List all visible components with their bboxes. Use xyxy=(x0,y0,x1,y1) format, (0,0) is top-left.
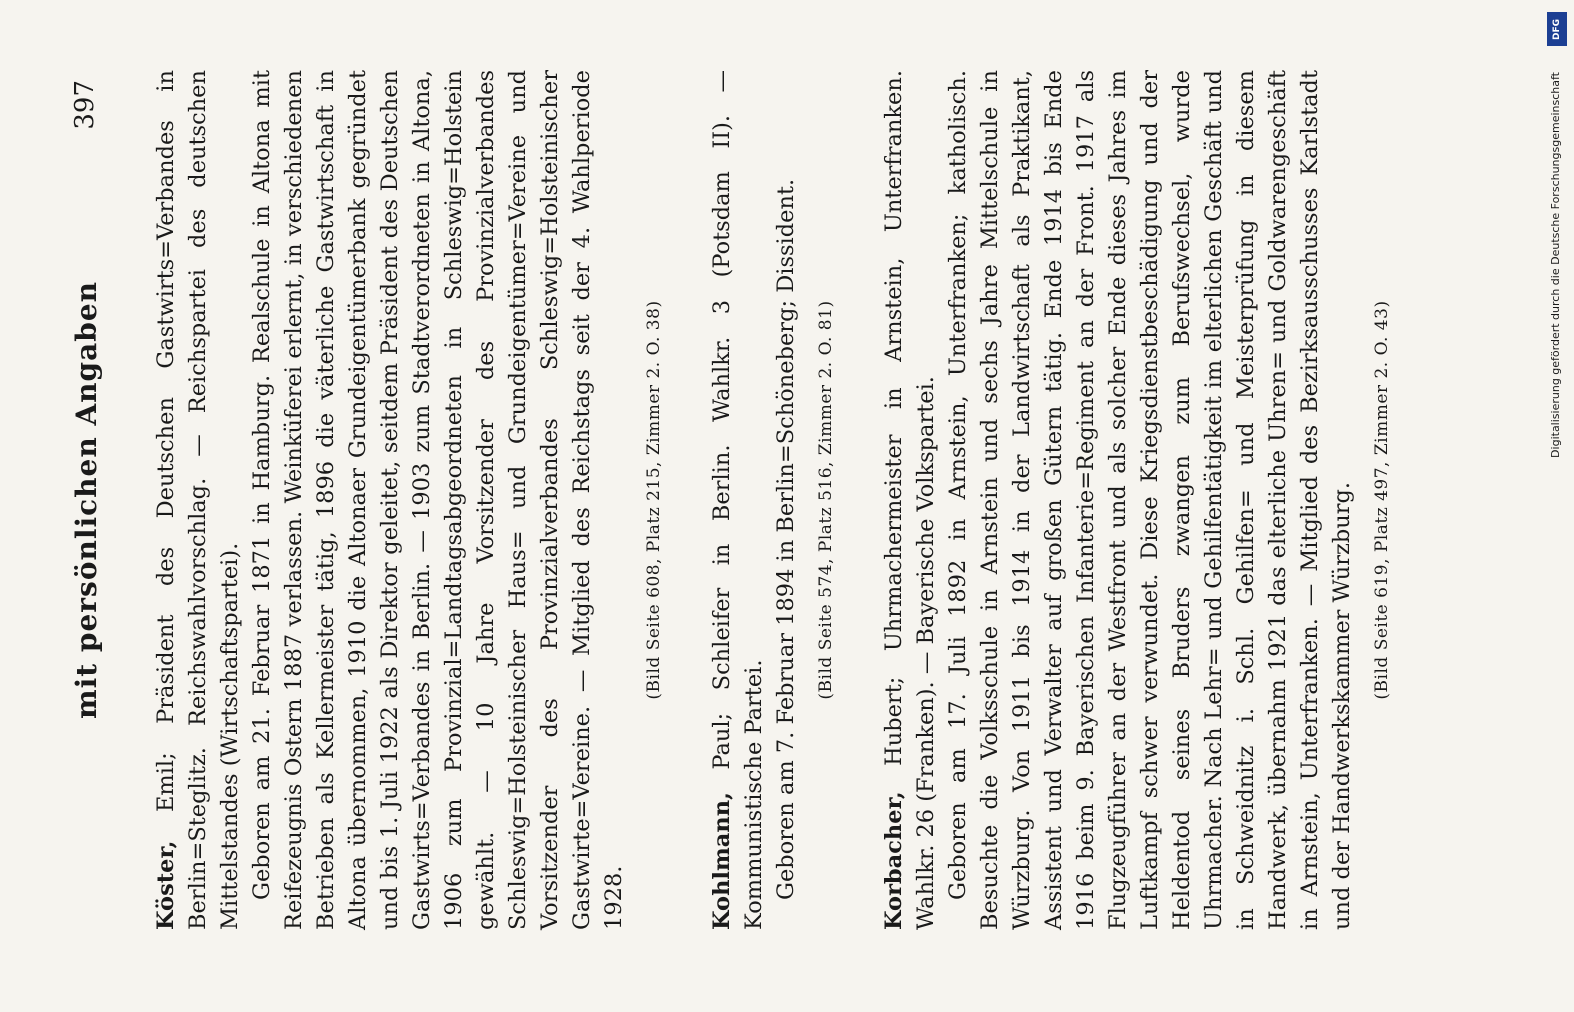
dfg-credit: Digitalisierung gefördert durch die Deutsche Forschungsgemeinschaft xyxy=(1549,72,1562,458)
entry-kohlmann xyxy=(706,70,836,930)
entry-header-rest: Emil; Präsident des Deutschen Gastwirts=Verbandes in Berlin=Steglitz. Reichswahlvorschlag. — Reichspartei des deutschen Mittelstandes (Wirtschaftspartei). xyxy=(153,70,243,930)
entry-koester xyxy=(150,70,664,930)
entry-body: Geboren am 21. Februar 1871 in Hamburg. Realschule in Altona mit Reifezeugnis Ostern 1887 verlassen. Weinküferei erlernt, in verschiedenen Betrieben als Kellermeister tätig, 1896 die väterliche Gastwirtschaft in Altona übernommen, 1910 die Altonaer Grundeigentümerbank gegründet und bis 1. Juli 1922 als Direktor geleitet, seitdem Präsident des Deutschen Gastwirts=Verbandes in Berlin. — 1903 zum Stadtverordneten in Altona, 1906 zum Provinzial=Landtagsabgeordneten in Schleswig=Holstein gewählt. — 10 Jahre Vorsitzender des Provinzialverbandes Schleswig=Holsteinischer Haus= und Grundeigentümer=Vereine und Vorsitzender des Provinzialverbandes Schleswig=Holsteinischer Gastwirte=Vereine. — Mitglied des Reichstags seit der 4. Wahlperiode 1928. xyxy=(249,70,627,930)
entry-korbacher xyxy=(878,70,1392,930)
image-reference: (Bild Seite 608, Platz 215, Zimmer 2. O. 38) xyxy=(644,300,664,700)
dfg-sidebar xyxy=(1546,12,1568,992)
page-number: 397 xyxy=(70,80,100,130)
dfg-logo: DFG xyxy=(1547,12,1567,46)
image-reference: (Bild Seite 619, Platz 497, Zimmer 2. O. 43) xyxy=(1372,300,1392,700)
entry-header-rest: Hubert; Uhrmachermeister in Arnstein, Unterfranken. Wahlkr. 26 (Franken). — Bayerische Volkspartei. xyxy=(881,70,939,930)
entry-header-rest: Paul; Schleifer in Berlin. Wahlkr. 3 (Potsdam II). — Kommunistische Partei. xyxy=(709,70,767,930)
entry-header xyxy=(706,70,770,930)
image-reference: (Bild Seite 574, Platz 516, Zimmer 2. O. 81) xyxy=(816,300,836,700)
entry-name: Köster, xyxy=(153,840,179,930)
entry-header xyxy=(878,70,942,930)
entry-name: Korbacher, xyxy=(881,791,907,930)
running-head: mit persönlichen Angaben xyxy=(70,280,103,720)
entry-body: Geboren am 7. Februar 1894 in Berlin=Schöneberg; Dissident. xyxy=(773,178,799,900)
page-header xyxy=(70,70,110,930)
entry-body: Geboren am 17. Juli 1892 in Arnstein, Unterfranken; katholisch. Besuchte die Volksschule in Arnstein und sechs Jahre Mittelschule in Würzburg. Von 1911 bis 1914 in der Landwirtschaft als Praktikant, Assistent und Verwalter auf großen Gütern tätig. Ende 1914 bis Ende 1916 beim 9. Bayerischen Infanterie=Regiment an der Front. 1917 als Flugzeugführer an der Westfront und als solcher Ende dieses Jahres im Luftkampf schwer verwundet. Diese Kriegsdienstbeschädigung und der Heldentod seines Bruders zwangen zum Berufswechsel, wurde Uhrmacher. Nach Lehr= und Gehilfentätigkeit im elterlichen Geschäft und in Schweidnitz i. Schl. Gehilfen= und Meisterprüfung in diesem Handwerk, übernahm 1921 das elterliche Uhren= und Goldwarengeschäft in Arnstein, Unterfranken. — Mitglied des Bezirksausschusses Karlstadt und der Handwerkskammer Würzburg. xyxy=(945,70,1355,930)
entry-name: Kohlmann, xyxy=(709,792,735,930)
entry-header xyxy=(150,70,246,930)
